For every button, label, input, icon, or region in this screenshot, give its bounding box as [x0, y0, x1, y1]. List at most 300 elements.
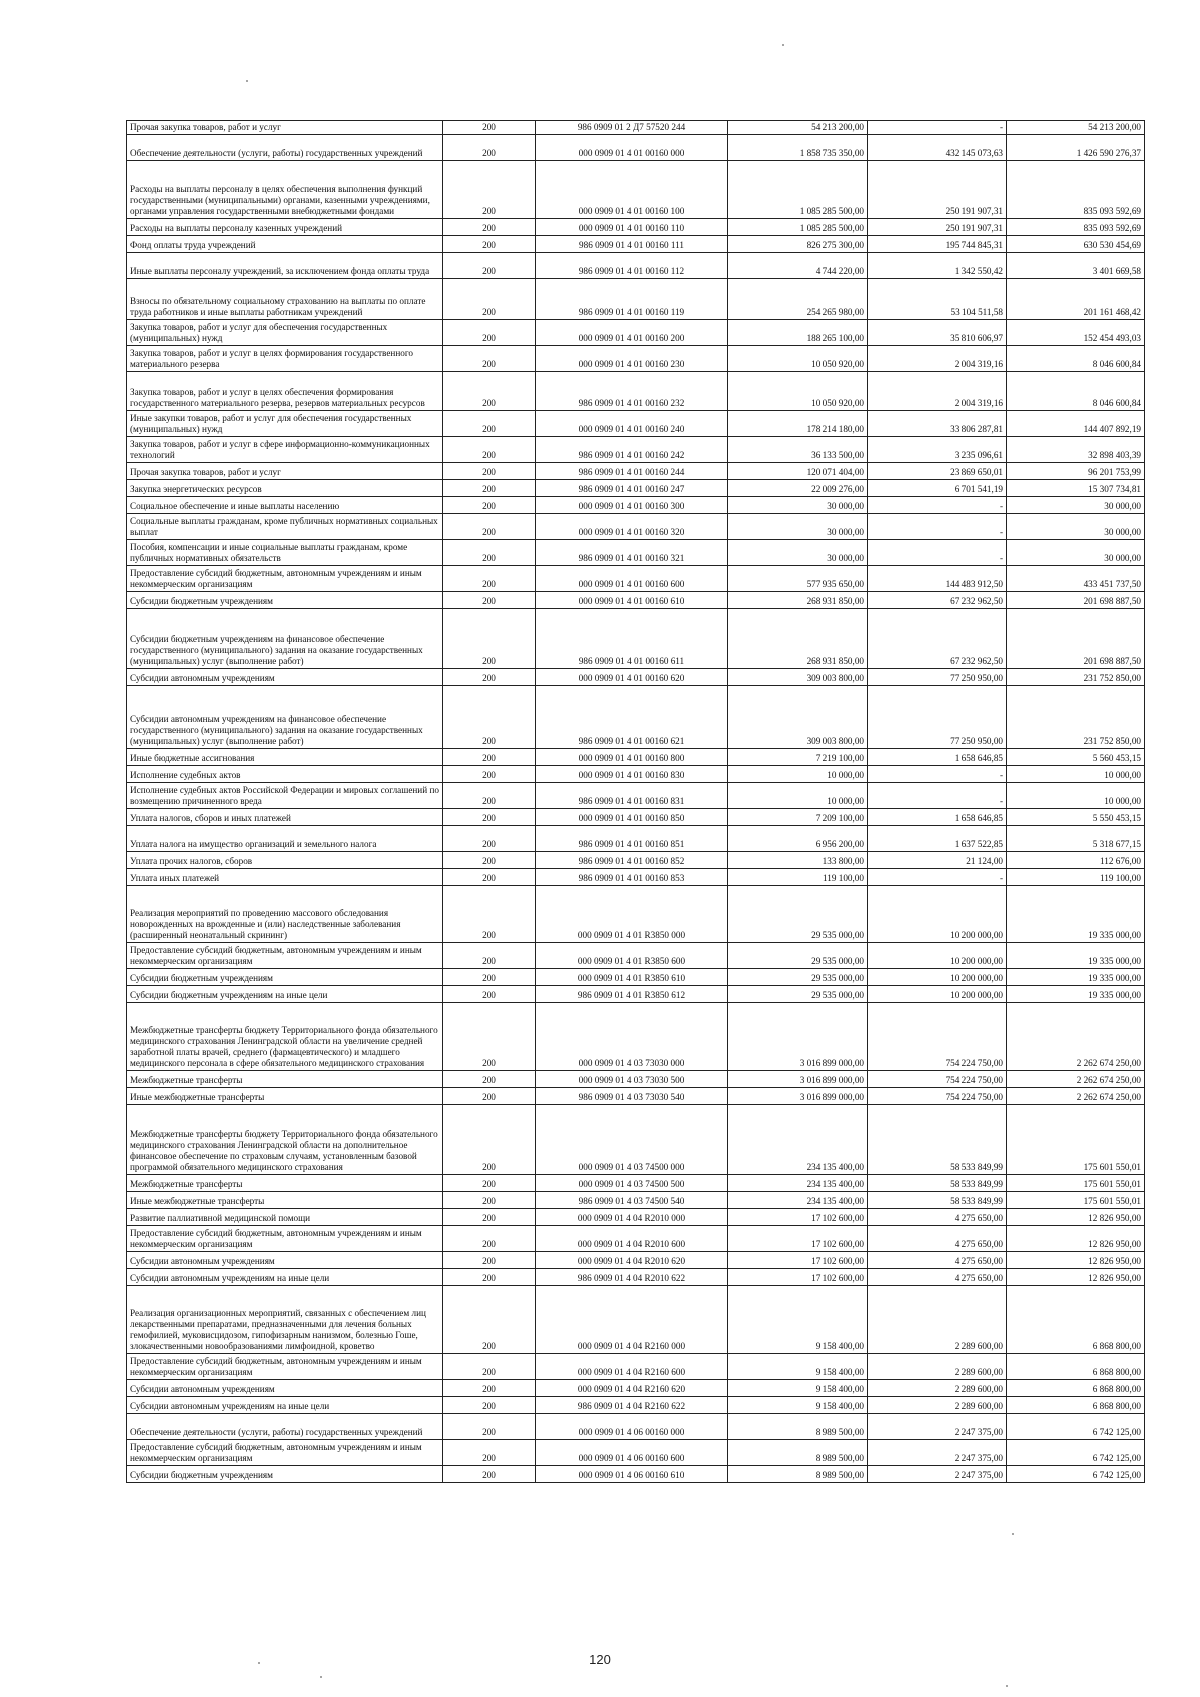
row-executed-cell: 754 224 750,00	[868, 1088, 1007, 1105]
table-row	[127, 480, 1145, 497]
row-executed-cell: 2 289 600,00	[868, 1354, 1007, 1380]
row-kbk-cell: 986 0909 01 4 01 R3850 612	[536, 986, 728, 1003]
row-name-cell: Реализация мероприятий по проведению массового обследования новорожденных на врожденные и (или) наследственные заболевания (расширенный неонатальный скрининг)	[127, 886, 443, 943]
scan-speck	[246, 80, 248, 82]
row-name-cell: Иные бюджетные ассигнования	[127, 749, 443, 766]
row-kbk-cell: 000 0909 01 4 01 00160 320	[536, 514, 728, 540]
row-approved-cell: 22 009 276,00	[728, 480, 868, 497]
row-approved-cell: 10 050 920,00	[728, 346, 868, 372]
row-code-cell: 200	[443, 809, 536, 826]
row-approved-cell: 29 535 000,00	[728, 969, 868, 986]
row-approved-cell: 268 931 850,00	[728, 592, 868, 609]
row-remaining-cell: 6 742 125,00	[1007, 1466, 1145, 1483]
row-executed-cell: 1 342 550,42	[868, 253, 1007, 279]
table-row	[127, 1286, 1145, 1354]
table-row	[127, 1252, 1145, 1269]
row-remaining-cell: 10 000,00	[1007, 766, 1145, 783]
row-executed-cell: -	[868, 514, 1007, 540]
table-row	[127, 1003, 1145, 1071]
row-remaining-cell: 152 454 493,03	[1007, 320, 1145, 346]
row-name-cell: Закупка товаров, работ и услуг в целях обеспечения формирования государственного материального резерва, резервов материальных ресурсов	[127, 372, 443, 411]
row-remaining-cell: 3 401 669,58	[1007, 253, 1145, 279]
row-executed-cell: 33 806 287,81	[868, 411, 1007, 437]
row-executed-cell: 2 289 600,00	[868, 1380, 1007, 1397]
row-kbk-cell: 000 0909 01 4 01 00160 110	[536, 219, 728, 236]
row-code-cell: 200	[443, 1269, 536, 1286]
scan-speck	[320, 1676, 322, 1678]
row-kbk-cell: 000 0909 01 4 01 00160 830	[536, 766, 728, 783]
row-executed-cell: 6 701 541,19	[868, 480, 1007, 497]
table-row	[127, 372, 1145, 411]
row-code-cell: 200	[443, 566, 536, 592]
row-executed-cell: 67 232 962,50	[868, 609, 1007, 669]
row-approved-cell: 234 135 400,00	[728, 1192, 868, 1209]
row-name-cell: Субсидии бюджетным учреждениям на иные цели	[127, 986, 443, 1003]
row-kbk-cell: 000 0909 01 4 01 00160 240	[536, 411, 728, 437]
row-remaining-cell: 2 262 674 250,00	[1007, 1071, 1145, 1088]
row-remaining-cell: 433 451 737,50	[1007, 566, 1145, 592]
row-kbk-cell: 000 0909 01 4 04 R2160 620	[536, 1380, 728, 1397]
table-row	[127, 1414, 1145, 1440]
row-executed-cell: 2 289 600,00	[868, 1286, 1007, 1354]
row-approved-cell: 30 000,00	[728, 540, 868, 566]
row-kbk-cell: 000 0909 01 4 01 00160 600	[536, 566, 728, 592]
row-name-cell: Обеспечение деятельности (услуги, работы) государственных учреждений	[127, 135, 443, 161]
row-executed-cell: 67 232 962,50	[868, 592, 1007, 609]
row-kbk-cell: 000 0909 01 4 01 00160 200	[536, 320, 728, 346]
row-executed-cell: 23 869 650,01	[868, 463, 1007, 480]
row-kbk-cell: 000 0909 01 4 01 00160 000	[536, 135, 728, 161]
row-executed-cell: 21 124,00	[868, 852, 1007, 869]
row-approved-cell: 119 100,00	[728, 869, 868, 886]
row-executed-cell: 10 200 000,00	[868, 886, 1007, 943]
row-remaining-cell: 5 550 453,15	[1007, 809, 1145, 826]
row-kbk-cell: 986 0909 01 4 01 00160 111	[536, 236, 728, 253]
row-kbk-cell: 000 0909 01 4 01 00160 800	[536, 749, 728, 766]
row-name-cell: Субсидии бюджетным учреждениям на финансовое обеспечение государственного (муниципального) задания на оказание государственных (муниципальных) услуг (выполнение работ)	[127, 609, 443, 669]
row-kbk-cell: 986 0909 01 4 01 00160 621	[536, 686, 728, 749]
row-name-cell: Предоставление субсидий бюджетным, автономным учреждениям и иным некоммерческим организациям	[127, 1226, 443, 1252]
row-approved-cell: 7 209 100,00	[728, 809, 868, 826]
row-kbk-cell: 986 0909 01 4 01 00160 831	[536, 783, 728, 809]
row-name-cell: Субсидии автономным учреждениям на иные цели	[127, 1397, 443, 1414]
row-name-cell: Субсидии бюджетным учреждениям	[127, 592, 443, 609]
table-row	[127, 161, 1145, 219]
row-name-cell: Расходы на выплаты персоналу в целях обеспечения выполнения функций государственными (муниципальными) органами, казенными учреждениями, органами управления государственными внебюджетными фондами	[127, 161, 443, 219]
row-approved-cell: 29 535 000,00	[728, 986, 868, 1003]
row-executed-cell: 53 104 511,58	[868, 279, 1007, 320]
row-kbk-cell: 000 0909 01 4 04 R2010 000	[536, 1209, 728, 1226]
row-name-cell: Исполнение судебных актов	[127, 766, 443, 783]
row-remaining-cell: 6 868 800,00	[1007, 1354, 1145, 1380]
table-row	[127, 320, 1145, 346]
row-kbk-cell: 000 0909 01 4 04 R2010 620	[536, 1252, 728, 1269]
table-row	[127, 411, 1145, 437]
row-executed-cell: 2 247 375,00	[868, 1414, 1007, 1440]
row-executed-cell: 4 275 650,00	[868, 1226, 1007, 1252]
row-kbk-cell: 000 0909 01 4 03 74500 500	[536, 1175, 728, 1192]
table-row	[127, 1105, 1145, 1175]
row-remaining-cell: 30 000,00	[1007, 540, 1145, 566]
row-code-cell: 200	[443, 1175, 536, 1192]
row-code-cell: 200	[443, 969, 536, 986]
row-executed-cell: 4 275 650,00	[868, 1269, 1007, 1286]
table-body	[127, 121, 1145, 1483]
row-name-cell: Расходы на выплаты персоналу казенных учреждений	[127, 219, 443, 236]
table-row	[127, 986, 1145, 1003]
row-name-cell: Закупка товаров, работ и услуг в целях формирования государственного материального резерва	[127, 346, 443, 372]
row-executed-cell: 77 250 950,00	[868, 686, 1007, 749]
row-code-cell: 200	[443, 320, 536, 346]
row-code-cell: 200	[443, 463, 536, 480]
row-approved-cell: 1 085 285 500,00	[728, 161, 868, 219]
scan-speck	[1012, 1533, 1014, 1535]
row-executed-cell: 1 658 646,85	[868, 809, 1007, 826]
row-name-cell: Субсидии автономным учреждениям на иные цели	[127, 1269, 443, 1286]
row-remaining-cell: 119 100,00	[1007, 869, 1145, 886]
row-kbk-cell: 000 0909 01 4 01 R3850 610	[536, 969, 728, 986]
row-executed-cell: 2 004 319,16	[868, 346, 1007, 372]
row-code-cell: 200	[443, 1414, 536, 1440]
row-code-cell: 200	[443, 540, 536, 566]
row-kbk-cell: 986 0909 01 4 01 00160 112	[536, 253, 728, 279]
row-name-cell: Уплата прочих налогов, сборов	[127, 852, 443, 869]
row-name-cell: Предоставление субсидий бюджетным, автономным учреждениям и иным некоммерческим организациям	[127, 1354, 443, 1380]
row-name-cell: Иные межбюджетные трансферты	[127, 1088, 443, 1105]
row-name-cell: Предоставление субсидий бюджетным, автономным учреждениям и иным некоммерческим организациям	[127, 566, 443, 592]
row-executed-cell: 35 810 606,97	[868, 320, 1007, 346]
row-remaining-cell: 2 262 674 250,00	[1007, 1003, 1145, 1071]
row-name-cell: Межбюджетные трансферты бюджету Территориального фонда обязательного медицинского страхования Ленинградской области на дополнительное финансовое обеспечение по страховым случаям, установленным базовой программой обязательного медицинского страхования	[127, 1105, 443, 1175]
row-code-cell: 200	[443, 886, 536, 943]
table-row	[127, 969, 1145, 986]
row-name-cell: Развитие паллиативной медицинской помощи	[127, 1209, 443, 1226]
table-row	[127, 346, 1145, 372]
row-name-cell: Социальные выплаты гражданам, кроме публичных нормативных социальных выплат	[127, 514, 443, 540]
row-approved-cell: 254 265 980,00	[728, 279, 868, 320]
row-kbk-cell: 000 0909 01 4 03 73030 000	[536, 1003, 728, 1071]
row-executed-cell: -	[868, 783, 1007, 809]
row-remaining-cell: 30 000,00	[1007, 514, 1145, 540]
table-row	[127, 592, 1145, 609]
row-kbk-cell: 000 0909 01 4 03 74500 000	[536, 1105, 728, 1175]
row-code-cell: 200	[443, 346, 536, 372]
table-row	[127, 943, 1145, 969]
row-remaining-cell: 12 826 950,00	[1007, 1252, 1145, 1269]
row-executed-cell: -	[868, 497, 1007, 514]
table-row	[127, 1440, 1145, 1466]
row-remaining-cell: 175 601 550,01	[1007, 1105, 1145, 1175]
row-code-cell: 200	[443, 1466, 536, 1483]
row-executed-cell: 4 275 650,00	[868, 1252, 1007, 1269]
row-code-cell: 200	[443, 480, 536, 497]
row-remaining-cell: 835 093 592,69	[1007, 161, 1145, 219]
row-approved-cell: 29 535 000,00	[728, 943, 868, 969]
row-kbk-cell: 986 0909 01 4 01 00160 242	[536, 437, 728, 463]
row-remaining-cell: 19 335 000,00	[1007, 969, 1145, 986]
table-row	[127, 279, 1145, 320]
row-code-cell: 200	[443, 1380, 536, 1397]
table-row	[127, 1466, 1145, 1483]
table-row	[127, 783, 1145, 809]
row-remaining-cell: 8 046 600,84	[1007, 372, 1145, 411]
row-remaining-cell: 54 213 200,00	[1007, 121, 1145, 135]
row-executed-cell: 2 004 319,16	[868, 372, 1007, 411]
row-executed-cell: 250 191 907,31	[868, 161, 1007, 219]
row-approved-cell: 29 535 000,00	[728, 886, 868, 943]
table-row	[127, 1354, 1145, 1380]
row-remaining-cell: 175 601 550,01	[1007, 1192, 1145, 1209]
row-executed-cell: 58 533 849,99	[868, 1105, 1007, 1175]
row-code-cell: 200	[443, 1192, 536, 1209]
page-number: 120	[589, 1652, 611, 1667]
table-row	[127, 497, 1145, 514]
table-row	[127, 1088, 1145, 1105]
table-row	[127, 135, 1145, 161]
row-approved-cell: 10 050 920,00	[728, 372, 868, 411]
row-code-cell: 200	[443, 986, 536, 1003]
row-remaining-cell: 175 601 550,01	[1007, 1175, 1145, 1192]
row-name-cell: Уплата налога на имущество организаций и земельного налога	[127, 826, 443, 852]
row-remaining-cell: 5 560 453,15	[1007, 749, 1145, 766]
table-row	[127, 437, 1145, 463]
row-name-cell: Обеспечение деятельности (услуги, работы) государственных учреждений	[127, 1414, 443, 1440]
table-row	[127, 1397, 1145, 1414]
row-name-cell: Предоставление субсидий бюджетным, автономным учреждениям и иным некоммерческим организациям	[127, 1440, 443, 1466]
row-code-cell: 200	[443, 869, 536, 886]
row-name-cell: Уплата иных платежей	[127, 869, 443, 886]
row-approved-cell: 234 135 400,00	[728, 1175, 868, 1192]
row-code-cell: 200	[443, 236, 536, 253]
table-row	[127, 749, 1145, 766]
row-kbk-cell: 000 0909 01 4 01 00160 100	[536, 161, 728, 219]
row-executed-cell: 2 289 600,00	[868, 1397, 1007, 1414]
row-approved-cell: 234 135 400,00	[728, 1105, 868, 1175]
row-code-cell: 200	[443, 121, 536, 135]
table-row	[127, 1380, 1145, 1397]
row-code-cell: 200	[443, 1003, 536, 1071]
row-name-cell: Социальное обеспечение и иные выплаты населению	[127, 497, 443, 514]
row-code-cell: 200	[443, 943, 536, 969]
row-code-cell: 200	[443, 437, 536, 463]
row-kbk-cell: 000 0909 01 4 01 00160 230	[536, 346, 728, 372]
row-code-cell: 200	[443, 669, 536, 686]
table-row	[127, 1226, 1145, 1252]
row-approved-cell: 1 085 285 500,00	[728, 219, 868, 236]
row-remaining-cell: 12 826 950,00	[1007, 1269, 1145, 1286]
row-code-cell: 200	[443, 1209, 536, 1226]
row-kbk-cell: 986 0909 01 4 03 74500 540	[536, 1192, 728, 1209]
row-kbk-cell: 000 0909 01 4 01 R3850 000	[536, 886, 728, 943]
row-approved-cell: 30 000,00	[728, 497, 868, 514]
row-name-cell: Иные выплаты персоналу учреждений, за исключением фонда оплаты труда	[127, 253, 443, 279]
row-code-cell: 200	[443, 253, 536, 279]
row-approved-cell: 17 102 600,00	[728, 1269, 868, 1286]
row-remaining-cell: 6 742 125,00	[1007, 1414, 1145, 1440]
row-remaining-cell: 144 407 892,19	[1007, 411, 1145, 437]
row-approved-cell: 4 744 220,00	[728, 253, 868, 279]
row-remaining-cell: 2 262 674 250,00	[1007, 1088, 1145, 1105]
row-remaining-cell: 19 335 000,00	[1007, 986, 1145, 1003]
row-name-cell: Фонд оплаты труда учреждений	[127, 236, 443, 253]
row-approved-cell: 577 935 650,00	[728, 566, 868, 592]
row-approved-cell: 36 133 500,00	[728, 437, 868, 463]
row-approved-cell: 9 158 400,00	[728, 1397, 868, 1414]
row-name-cell: Закупка товаров, работ и услуг в сфере информационно-коммуникационных технологий	[127, 437, 443, 463]
row-executed-cell: 2 247 375,00	[868, 1440, 1007, 1466]
table-row	[127, 852, 1145, 869]
row-remaining-cell: 6 868 800,00	[1007, 1286, 1145, 1354]
row-code-cell: 200	[443, 1286, 536, 1354]
row-approved-cell: 3 016 899 000,00	[728, 1003, 868, 1071]
row-name-cell: Субсидии автономным учреждениям	[127, 669, 443, 686]
row-executed-cell: 195 744 845,31	[868, 236, 1007, 253]
table-row	[127, 236, 1145, 253]
table-row	[127, 566, 1145, 592]
row-executed-cell: 144 483 912,50	[868, 566, 1007, 592]
row-kbk-cell: 986 0909 01 4 01 00160 232	[536, 372, 728, 411]
row-kbk-cell: 000 0909 01 4 06 00160 610	[536, 1466, 728, 1483]
row-kbk-cell: 986 0909 01 4 01 00160 244	[536, 463, 728, 480]
row-remaining-cell: 201 698 887,50	[1007, 609, 1145, 669]
row-name-cell: Предоставление субсидий бюджетным, автономным учреждениям и иным некоммерческим организациям	[127, 943, 443, 969]
table-row	[127, 869, 1145, 886]
scan-speck	[258, 1662, 260, 1664]
table-row	[127, 686, 1145, 749]
row-name-cell: Пособия, компенсации и иные социальные выплаты гражданам, кроме публичных нормативных обязательств	[127, 540, 443, 566]
row-executed-cell: 10 200 000,00	[868, 943, 1007, 969]
row-code-cell: 200	[443, 1440, 536, 1466]
row-code-cell: 200	[443, 161, 536, 219]
scan-speck	[782, 44, 784, 46]
row-name-cell: Субсидии бюджетным учреждениям	[127, 1466, 443, 1483]
table-row	[127, 1209, 1145, 1226]
row-remaining-cell: 6 868 800,00	[1007, 1397, 1145, 1414]
row-code-cell: 200	[443, 609, 536, 669]
row-kbk-cell: 000 0909 01 4 01 00160 300	[536, 497, 728, 514]
row-remaining-cell: 15 307 734,81	[1007, 480, 1145, 497]
table-row	[127, 1071, 1145, 1088]
table-row	[127, 886, 1145, 943]
row-remaining-cell: 231 752 850,00	[1007, 669, 1145, 686]
row-remaining-cell: 5 318 677,15	[1007, 826, 1145, 852]
row-remaining-cell: 1 426 590 276,37	[1007, 135, 1145, 161]
row-name-cell: Субсидии автономным учреждениям	[127, 1380, 443, 1397]
row-name-cell: Взносы по обязательному социальному страхованию на выплаты по оплате труда работников и иные выплаты работникам учреждений	[127, 279, 443, 320]
row-code-cell: 200	[443, 783, 536, 809]
row-remaining-cell: 12 826 950,00	[1007, 1226, 1145, 1252]
row-approved-cell: 3 016 899 000,00	[728, 1088, 868, 1105]
row-executed-cell: 10 200 000,00	[868, 986, 1007, 1003]
row-code-cell: 200	[443, 686, 536, 749]
row-approved-cell: 188 265 100,00	[728, 320, 868, 346]
row-kbk-cell: 000 0909 01 4 01 00160 620	[536, 669, 728, 686]
row-code-cell: 200	[443, 1105, 536, 1175]
row-kbk-cell: 986 0909 01 4 01 00160 853	[536, 869, 728, 886]
scan-speck	[1006, 1685, 1008, 1687]
table-row	[127, 809, 1145, 826]
row-kbk-cell: 986 0909 01 4 01 00160 851	[536, 826, 728, 852]
row-executed-cell: 3 235 096,61	[868, 437, 1007, 463]
row-remaining-cell: 30 000,00	[1007, 497, 1145, 514]
row-executed-cell: -	[868, 121, 1007, 135]
row-code-cell: 200	[443, 219, 536, 236]
row-kbk-cell: 986 0909 01 2 Д7 57520 244	[536, 121, 728, 135]
row-executed-cell: 4 275 650,00	[868, 1209, 1007, 1226]
row-executed-cell: 2 247 375,00	[868, 1466, 1007, 1483]
row-remaining-cell: 6 742 125,00	[1007, 1440, 1145, 1466]
row-kbk-cell: 000 0909 01 4 01 00160 850	[536, 809, 728, 826]
row-approved-cell: 9 158 400,00	[728, 1354, 868, 1380]
row-name-cell: Уплата налогов, сборов и иных платежей	[127, 809, 443, 826]
row-remaining-cell: 96 201 753,99	[1007, 463, 1145, 480]
row-name-cell: Прочая закупка товаров, работ и услуг	[127, 121, 443, 135]
row-remaining-cell: 231 752 850,00	[1007, 686, 1145, 749]
table-row	[127, 121, 1145, 135]
row-name-cell: Закупка товаров, работ и услуг для обеспечения государственных (муниципальных) нужд	[127, 320, 443, 346]
row-approved-cell: 7 219 100,00	[728, 749, 868, 766]
row-kbk-cell: 986 0909 01 4 03 73030 540	[536, 1088, 728, 1105]
row-kbk-cell: 000 0909 01 4 01 R3850 600	[536, 943, 728, 969]
row-kbk-cell: 986 0909 01 4 01 00160 119	[536, 279, 728, 320]
row-approved-cell: 9 158 400,00	[728, 1380, 868, 1397]
row-kbk-cell: 000 0909 01 4 06 00160 000	[536, 1414, 728, 1440]
row-approved-cell: 178 214 180,00	[728, 411, 868, 437]
row-executed-cell: -	[868, 766, 1007, 783]
row-name-cell: Межбюджетные трансферты	[127, 1071, 443, 1088]
row-approved-cell: 6 956 200,00	[728, 826, 868, 852]
row-executed-cell: 754 224 750,00	[868, 1003, 1007, 1071]
row-kbk-cell: 000 0909 01 4 03 73030 500	[536, 1071, 728, 1088]
row-remaining-cell: 630 530 454,69	[1007, 236, 1145, 253]
row-name-cell: Прочая закупка товаров, работ и услуг	[127, 463, 443, 480]
row-kbk-cell: 000 0909 01 4 04 R2010 600	[536, 1226, 728, 1252]
row-approved-cell: 17 102 600,00	[728, 1226, 868, 1252]
row-approved-cell: 17 102 600,00	[728, 1252, 868, 1269]
table-row	[127, 609, 1145, 669]
row-name-cell: Межбюджетные трансферты	[127, 1175, 443, 1192]
row-executed-cell: -	[868, 540, 1007, 566]
row-executed-cell: 77 250 950,00	[868, 669, 1007, 686]
table-row	[127, 766, 1145, 783]
row-name-cell: Межбюджетные трансферты бюджету Территориального фонда обязательного медицинского страхования Ленинградской области на увеличение средней заработной платы врачей, среднего (фармацевтического) и младшего медицинского персонала в сфере обязательного медицинского страхования	[127, 1003, 443, 1071]
row-approved-cell: 120 071 404,00	[728, 463, 868, 480]
table-row	[127, 1192, 1145, 1209]
row-approved-cell: 10 000,00	[728, 766, 868, 783]
row-remaining-cell: 19 335 000,00	[1007, 943, 1145, 969]
table-row	[127, 669, 1145, 686]
row-remaining-cell: 201 698 887,50	[1007, 592, 1145, 609]
budget-execution-table	[126, 120, 1145, 1483]
row-kbk-cell: 986 0909 01 4 01 00160 611	[536, 609, 728, 669]
row-name-cell: Субсидии автономным учреждениям	[127, 1252, 443, 1269]
row-name-cell: Исполнение судебных актов Российской Федерации и мировых соглашений по возмещению причиненного вреда	[127, 783, 443, 809]
row-remaining-cell: 32 898 403,39	[1007, 437, 1145, 463]
row-approved-cell: 8 989 500,00	[728, 1414, 868, 1440]
row-executed-cell: 754 224 750,00	[868, 1071, 1007, 1088]
table-row	[127, 514, 1145, 540]
row-code-cell: 200	[443, 1397, 536, 1414]
row-executed-cell: 10 200 000,00	[868, 969, 1007, 986]
row-approved-cell: 309 003 800,00	[728, 686, 868, 749]
row-code-cell: 200	[443, 1354, 536, 1380]
row-kbk-cell: 986 0909 01 4 04 R2160 622	[536, 1397, 728, 1414]
row-kbk-cell: 986 0909 01 4 01 00160 852	[536, 852, 728, 869]
row-kbk-cell: 000 0909 01 4 04 R2160 000	[536, 1286, 728, 1354]
row-code-cell: 200	[443, 279, 536, 320]
row-code-cell: 200	[443, 497, 536, 514]
table-row	[127, 463, 1145, 480]
